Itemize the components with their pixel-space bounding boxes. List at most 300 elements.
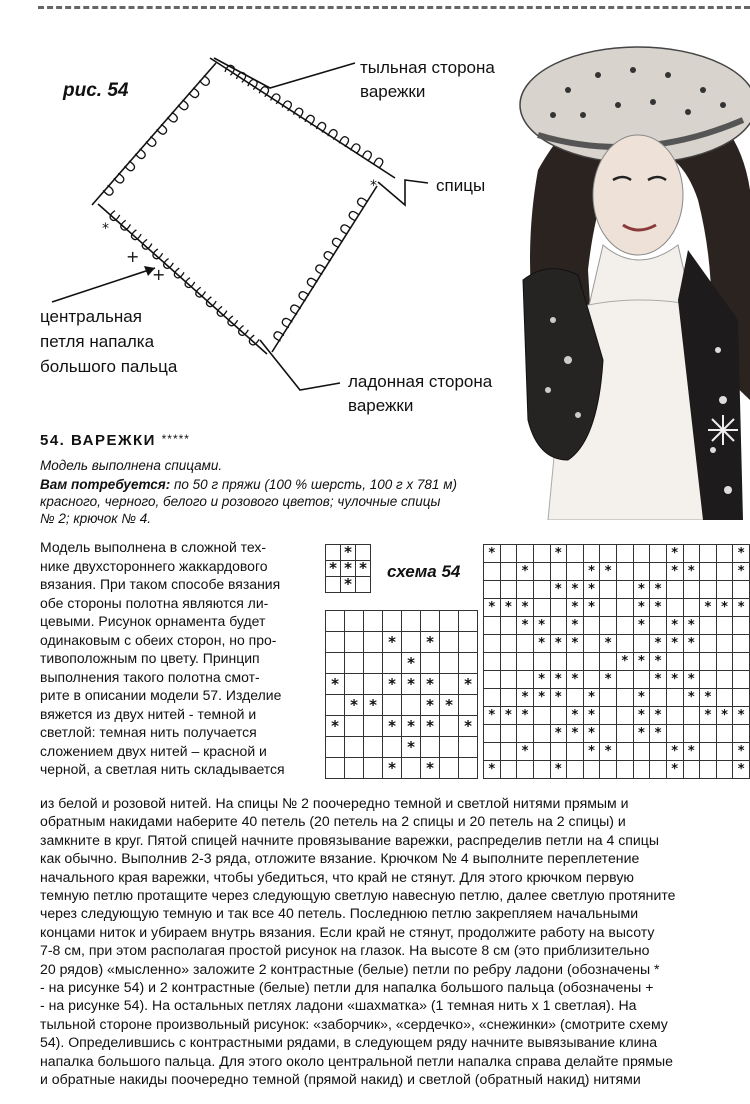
schema-cell: [716, 545, 733, 563]
schema-cell: [440, 653, 459, 674]
schema-cell: [716, 581, 733, 599]
schema-cell: [440, 758, 459, 779]
schema-cell-marked: *: [402, 737, 421, 758]
callout-line-needles: [378, 180, 428, 205]
body-text-line: - на рисунке 54). На остальных петлях ладони «шахматка» (1 темная нить х 1 светлая). На: [40, 997, 637, 1014]
body-text: [40, 794, 750, 1089]
schema-cell-marked: *: [345, 695, 364, 716]
schema-cell-marked: *: [517, 707, 534, 725]
schema-cell: [533, 545, 550, 563]
schema-cell: [583, 635, 600, 653]
schema-cell: [326, 577, 341, 593]
schema-cell-marked: *: [583, 581, 600, 599]
schema-cell: [733, 689, 750, 707]
schema-cell-marked: *: [421, 632, 440, 653]
schema-cell-marked: *: [402, 653, 421, 674]
schema-cell-marked: *: [517, 689, 534, 707]
callout-thumb-loop: [40, 304, 177, 379]
schema-cell: [700, 653, 717, 671]
schema-row: [484, 563, 750, 581]
schema-cell: [517, 671, 534, 689]
schema-cell-marked: *: [633, 599, 650, 617]
schema-cell: [402, 632, 421, 653]
schema-cell: [733, 653, 750, 671]
schema-cell-marked: *: [517, 743, 534, 761]
schema-cell-marked: *: [341, 561, 356, 577]
schema-row: [484, 599, 750, 617]
schema-row: [326, 577, 371, 593]
schema-cell: [402, 758, 421, 779]
schema-cell: [550, 653, 567, 671]
schema-cell: [650, 743, 667, 761]
body-text-line: через следующую темную и так все 40 петель. Последнюю петлю закрепляем начальными: [40, 905, 639, 922]
schema-cell-marked: *: [383, 674, 402, 695]
schema-cell: [700, 725, 717, 743]
body-text-line: 20 рядов) «мысленно» заложите 2 контрастные (белые) петли по ребру ладони (обозначены *: [40, 960, 660, 977]
column-text-line: выполнения такого полотна смот-: [40, 668, 260, 685]
schema-cell: [683, 599, 700, 617]
article-subtitle: Модель выполнена спицами.: [40, 458, 223, 473]
column-text-line: вязания. При таком способе вязания: [40, 576, 281, 592]
schema-row: [484, 671, 750, 689]
schema-cell: [617, 707, 634, 725]
schema-cell-marked: *: [383, 632, 402, 653]
schema-cell-marked: *: [550, 635, 567, 653]
schema-cell: [683, 581, 700, 599]
schema-cell: [617, 761, 634, 779]
schema-cell: [617, 635, 634, 653]
body-text-line: замкните в круг. Пятой спицей начните провязывание варежки, распределив петли на 4 спицы: [40, 831, 659, 848]
schema-cell: [533, 653, 550, 671]
body-text-line: как обычно. Выполнив 2-3 ряда, отложите вязание. Крючком № 4 выполните переплетение: [40, 850, 640, 867]
schema-cell: [567, 545, 584, 563]
schema-cell: [567, 743, 584, 761]
schema-cell: [617, 671, 634, 689]
schema-cell-marked: *: [402, 716, 421, 737]
schema-cell: [500, 761, 517, 779]
schema-cell: [421, 611, 440, 632]
callout-thumb-line-1: центральная: [40, 307, 142, 326]
schema-cell: [517, 635, 534, 653]
schema-cell: [600, 689, 617, 707]
schema-cell: [533, 599, 550, 617]
schema-cell: [484, 581, 501, 599]
schema-cell-marked: *: [633, 707, 650, 725]
schema-cell-marked: *: [666, 617, 683, 635]
schema-cell-marked: *: [600, 743, 617, 761]
schema-cell: [666, 581, 683, 599]
schema-cell: [633, 743, 650, 761]
schema-cell: [517, 581, 534, 599]
schema-cell: [345, 674, 364, 695]
schema-cell: [666, 653, 683, 671]
column-text-line: светлой: темная нить получается: [40, 724, 257, 740]
schema-cell: [666, 725, 683, 743]
column-text-line: черной, а светлая нить складывается: [40, 761, 285, 777]
schema-cell-marked: *: [484, 599, 501, 617]
schema-cell: [459, 632, 478, 653]
schema-cell-marked: *: [666, 563, 683, 581]
column-text-line: одинаковым с обеих сторон, но про-: [40, 631, 277, 648]
schema-cell-marked: *: [459, 674, 478, 695]
article-title-text: 54. ВАРЕЖКИ: [40, 432, 156, 449]
schema-cell-marked: *: [683, 563, 700, 581]
schema-cell: [650, 617, 667, 635]
schema-cell: [683, 761, 700, 779]
schema-cell: [421, 737, 440, 758]
schema-cell-marked: *: [341, 545, 356, 561]
body-text-line: из белой и розовой нитей. На спицы № 2 поочередно темной и светлой нитями прямым и: [40, 795, 629, 811]
schema-cell-marked: *: [683, 671, 700, 689]
schema-cell: [600, 599, 617, 617]
body-text-line: напалка большого пальца. Для этого около центральной петли напалка справа делайте прямые: [40, 1052, 673, 1069]
schema-cell-marked: *: [583, 707, 600, 725]
schema-cell-marked: *: [421, 716, 440, 737]
schema-cell: [364, 653, 383, 674]
schema-cell-marked: *: [550, 689, 567, 707]
difficulty-stars: *****: [161, 432, 190, 446]
body-text-line: начального края варежки, чтобы убедиться, что край не стянут. Для этого крючком первую: [40, 868, 634, 885]
schema-cell-marked: *: [383, 716, 402, 737]
schema-cell-marked: *: [650, 671, 667, 689]
schema-cell-marked: *: [583, 563, 600, 581]
schema-cell-marked: *: [733, 707, 750, 725]
schema-cell: [700, 581, 717, 599]
schema-cell-marked: *: [326, 561, 341, 577]
schema-cell: [650, 545, 667, 563]
schema-cell: [633, 545, 650, 563]
schema-cell-marked: *: [733, 545, 750, 563]
schema-cell-marked: *: [683, 689, 700, 707]
schema-cell-marked: *: [421, 674, 440, 695]
schema-cell-marked: *: [533, 671, 550, 689]
schema-cell-marked: *: [383, 758, 402, 779]
schema-cell: [716, 653, 733, 671]
schema-cell: [533, 725, 550, 743]
schema-cell-marked: *: [733, 761, 750, 779]
schema-cell: [517, 725, 534, 743]
callout-line-palm: [260, 340, 340, 390]
schema-cell: [533, 761, 550, 779]
schema-cell: [600, 653, 617, 671]
schema-cell-marked: *: [716, 707, 733, 725]
schema-cell: [459, 695, 478, 716]
schema-cell: [500, 743, 517, 761]
schema-cell: [700, 671, 717, 689]
schema-cell-marked: *: [666, 545, 683, 563]
schema-cell: [617, 743, 634, 761]
schema-row: [484, 725, 750, 743]
schema-cell: [345, 716, 364, 737]
schema-cell-marked: *: [550, 671, 567, 689]
callout-back-line-1: тыльная сторона: [360, 58, 495, 77]
schema-row: [326, 653, 478, 674]
column-text-line: обе стороны полотна являются ли-: [40, 594, 269, 611]
schema-cell-marked: *: [716, 599, 733, 617]
schema-cell: [421, 653, 440, 674]
schema-cell-marked: *: [650, 599, 667, 617]
schema-cell-marked: *: [633, 617, 650, 635]
schema-cell-marked: *: [733, 599, 750, 617]
schema-cell: [345, 737, 364, 758]
schema-cell-marked: *: [633, 653, 650, 671]
schema-cell: [700, 635, 717, 653]
schema-row: [484, 635, 750, 653]
schema-cell-marked: *: [484, 545, 501, 563]
schema-cell: [666, 689, 683, 707]
schema-cell: [617, 725, 634, 743]
schema-cell-marked: *: [683, 635, 700, 653]
schema-cell: [733, 581, 750, 599]
schema-cell-marked: *: [326, 716, 345, 737]
materials-line-1: по 50 г пряжи (100 % шерсть, 100 г х 781 м): [170, 477, 457, 492]
schema-cell-marked: *: [421, 758, 440, 779]
schema-cell: [666, 707, 683, 725]
schema-cell-marked: *: [500, 707, 517, 725]
schema-cell-marked: *: [700, 707, 717, 725]
schema-cell-marked: *: [550, 581, 567, 599]
schema-cell: [716, 761, 733, 779]
schema-cell: [517, 545, 534, 563]
schema-cell: [345, 653, 364, 674]
schema-cell-marked: *: [567, 635, 584, 653]
schema-cell: [500, 617, 517, 635]
schema-cell: [700, 545, 717, 563]
schema-cell: [326, 653, 345, 674]
schema-cell: [533, 707, 550, 725]
schema-cell-marked: *: [583, 725, 600, 743]
schema-row: [326, 716, 478, 737]
schema-cell: [716, 689, 733, 707]
schema-row: [484, 743, 750, 761]
schema-cell-marked: *: [650, 707, 667, 725]
schema-cell: [383, 653, 402, 674]
schema-cell: [716, 743, 733, 761]
schema-cell-marked: *: [666, 743, 683, 761]
schema-cell: [600, 581, 617, 599]
schema-cell: [700, 761, 717, 779]
schema-cell: [617, 545, 634, 563]
schema-cell: [484, 563, 501, 581]
schema-cell: [567, 761, 584, 779]
schema-cell: [345, 758, 364, 779]
callout-palm-line-2: варежки: [348, 396, 414, 415]
schema-cell: [617, 563, 634, 581]
body-text-line: концами ниток и убираем внутрь вязания. Если край не стянут, продолжите работу на высоту: [40, 923, 655, 940]
schema-cell: [364, 737, 383, 758]
schema-cell: [459, 611, 478, 632]
schema-cell: [683, 545, 700, 563]
schema-cell-marked: *: [733, 743, 750, 761]
schema-cell: [600, 707, 617, 725]
schema-cell-marked: *: [421, 695, 440, 716]
callout-thumb-line-2: петля напалка: [40, 332, 155, 351]
schema-cell: [440, 716, 459, 737]
schema-cell-marked: *: [666, 761, 683, 779]
schema-row: [484, 545, 750, 563]
schema-cell-marked: *: [650, 653, 667, 671]
schema-grid-large: [483, 544, 750, 779]
column-text: [40, 538, 308, 779]
column-text-line: тивоположным по цвету. Принцип: [40, 650, 260, 666]
schema-cell: [356, 577, 371, 593]
schema-cell: [617, 599, 634, 617]
callout-palm-side: [348, 370, 492, 418]
schema-cell: [402, 611, 421, 632]
schema-cell: [600, 725, 617, 743]
schema-cell-marked: *: [341, 577, 356, 593]
schema-cell: [633, 563, 650, 581]
schema-cell-marked: *: [567, 707, 584, 725]
schema-cell: [484, 689, 501, 707]
schema-row: [326, 632, 478, 653]
schema-cell: [364, 758, 383, 779]
schema-cell-marked: *: [533, 635, 550, 653]
schema-cell: [440, 632, 459, 653]
schema-row: [484, 707, 750, 725]
schema-cell: [700, 743, 717, 761]
column-text-line: Модель выполнена в сложной тех-: [40, 539, 267, 555]
schema-cell: [550, 599, 567, 617]
schema-cell: [500, 563, 517, 581]
schema-cell: [733, 635, 750, 653]
schema-cell: [700, 563, 717, 581]
column-text-line: цевыми. Рисунок орнамента будет: [40, 613, 266, 629]
schema-cell: [567, 689, 584, 707]
schema-cell-marked: *: [517, 563, 534, 581]
schema-row: [326, 737, 478, 758]
schema-cell: [500, 725, 517, 743]
body-text-line: 7-8 см, при этом располагая простой рисунок на глазок. На высоте 8 см (это приблизительно: [40, 942, 650, 959]
schema-cell: [383, 695, 402, 716]
schema-row: [484, 689, 750, 707]
schema-row: [326, 611, 478, 632]
schema-cell-marked: *: [484, 707, 501, 725]
schema-cell: [683, 725, 700, 743]
schema-cell-marked: *: [550, 545, 567, 563]
schema-cell: [650, 761, 667, 779]
materials-label: Вам потребуется:: [40, 477, 171, 492]
callout-back-side: [360, 56, 495, 104]
schema-cell: [440, 611, 459, 632]
schema-row: [326, 674, 478, 695]
schema-cell-marked: *: [700, 689, 717, 707]
schema-cell: [500, 581, 517, 599]
materials-line-2: красного, черного, белого и розового цветов; чулочные спицы: [40, 494, 441, 509]
column-text-line: вяжется из двух нитей - темной и: [40, 705, 257, 722]
schema-cell-marked: *: [567, 599, 584, 617]
schema-cell: [633, 635, 650, 653]
schema-cell: [500, 635, 517, 653]
callout-thumb-line-3: большого пальца: [40, 357, 178, 376]
body-text-line: обратным накидами наберите 40 петель (20 петель на 2 спицы и 20 петель на 2 спицы) и: [40, 813, 626, 830]
schema-cell: [617, 581, 634, 599]
schema-cell: [326, 632, 345, 653]
schema-cell: [617, 689, 634, 707]
callout-needles: спицы: [436, 176, 486, 195]
schema-cell: [617, 617, 634, 635]
schema-label: схема 54: [387, 562, 461, 581]
schema-cell-marked: *: [550, 761, 567, 779]
schema-cell-marked: *: [583, 689, 600, 707]
schema-cell-marked: *: [500, 599, 517, 617]
schema-cell-marked: *: [600, 671, 617, 689]
schema-cell: [484, 725, 501, 743]
schema-cell: [716, 635, 733, 653]
schema-cell: [484, 671, 501, 689]
schema-cell-marked: *: [633, 581, 650, 599]
schema-row: [326, 695, 478, 716]
schema-cell-marked: *: [364, 695, 383, 716]
schema-cell: [500, 545, 517, 563]
model-photo: [508, 20, 750, 520]
callout-line-back: [214, 58, 355, 88]
schema-cell: [383, 737, 402, 758]
schema-cell: [440, 674, 459, 695]
schema-cell-marked: *: [633, 725, 650, 743]
schema-cell-marked: *: [650, 581, 667, 599]
schema-cell: [402, 695, 421, 716]
schema-cell: [583, 617, 600, 635]
schema-cell: [500, 653, 517, 671]
schema-cell: [459, 758, 478, 779]
schema-row: [484, 617, 750, 635]
schema-cell: [733, 617, 750, 635]
schema-cell-marked: *: [600, 563, 617, 581]
schema-cell-marked: *: [517, 599, 534, 617]
schema-cell-marked: *: [356, 561, 371, 577]
schema-cell-marked: *: [533, 617, 550, 635]
column-text-line: нике двухстороннего жаккардового: [40, 557, 268, 574]
star-mark-right: *: [370, 178, 377, 194]
schema-cell: [716, 671, 733, 689]
schema-cell-marked: *: [583, 743, 600, 761]
schema-cell: [517, 653, 534, 671]
schema-cell: [583, 545, 600, 563]
schema-cell-marked: *: [650, 635, 667, 653]
callout-back-line-2: варежки: [360, 82, 426, 101]
schema-cell: [666, 599, 683, 617]
schema-cell: [484, 653, 501, 671]
schema-row: [484, 761, 750, 779]
schema-cell: [683, 653, 700, 671]
schema-cell: [364, 716, 383, 737]
schema-cell: [517, 761, 534, 779]
schema-cell: [633, 671, 650, 689]
callout-line-thumb: [52, 268, 155, 302]
schema-cell: [484, 635, 501, 653]
schema-cell: [650, 689, 667, 707]
plus-mark-1: +: [126, 247, 140, 266]
body-text-line: и обратные накиды поочередно темной (прямой накид) и светлой (обратный накид) нитями: [40, 1071, 641, 1088]
schema-cell-marked: *: [700, 599, 717, 617]
schema-cell-marked: *: [633, 689, 650, 707]
schema-cell: [600, 545, 617, 563]
schema-cell: [700, 617, 717, 635]
schema-grid-small: [325, 544, 371, 593]
schema-cell-marked: *: [583, 599, 600, 617]
schema-cell: [716, 725, 733, 743]
schema-cell: [440, 737, 459, 758]
schema-cell: [533, 743, 550, 761]
schema-cell: [550, 563, 567, 581]
schema-cell-marked: *: [567, 617, 584, 635]
body-text-line: темную петлю протащите через следующую светлую навесную петлю, далее светлую протяните: [40, 887, 676, 904]
schema-cell: [500, 689, 517, 707]
schema-cell-marked: *: [650, 725, 667, 743]
callout-palm-line-1: ладонная сторона: [348, 372, 493, 391]
schema-cell-marked: *: [459, 716, 478, 737]
